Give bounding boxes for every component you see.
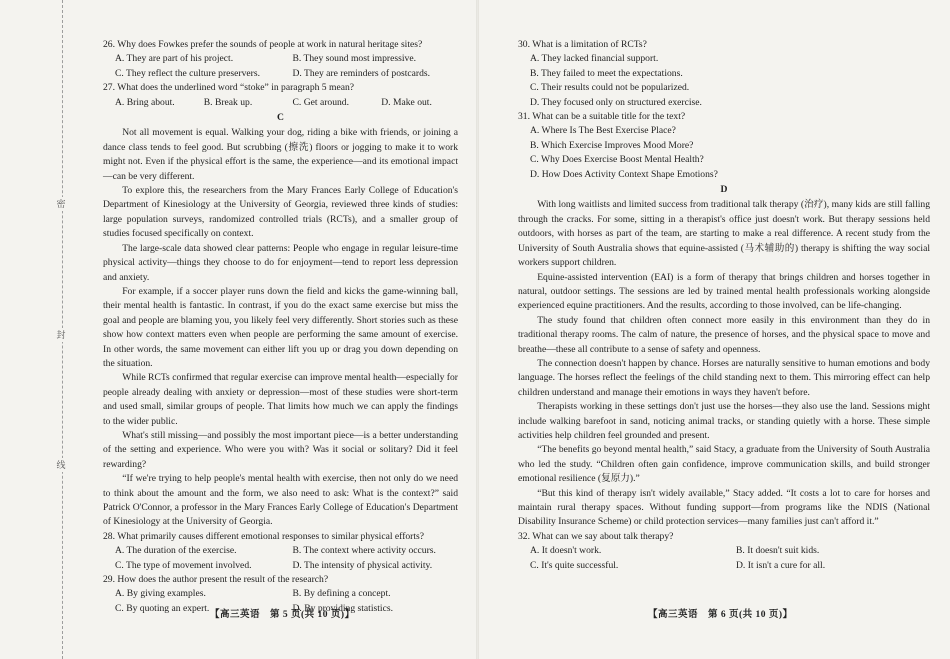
right-column [518, 38, 930, 573]
options [518, 52, 930, 110]
option-b: B. They failed to meet the expectations. [530, 67, 683, 79]
page-footer: 【高三英语 第 6 页(共 10 页)】 [648, 610, 793, 620]
paragraph: “The benefits go beyond mental health,” said Stacy, a graduate from the University of South Australia who led the study. “Children often gain confidence, improve communication skills, and build stronger emotional resilience (复原力).” [518, 444, 930, 485]
option-d: D. They focused only on structured exercise. [530, 96, 702, 108]
option-a: A. Where Is The Best Exercise Place? [530, 125, 676, 137]
options [103, 544, 458, 573]
option-c: C. Why Does Exercise Boost Mental Health? [530, 154, 704, 166]
option-a: A. They are part of his project. [115, 53, 234, 65]
question-text: 32. What can we say about talk therapy? [518, 530, 674, 542]
option-d: D. How Does Activity Context Shape Emotions? [530, 168, 718, 180]
paragraph: Not all movement is equal. Walking your dog, riding a bike with friends, or joining a dance class tends to feel good. But scrubbing (擦洗) floors or jogging to make it to work might not. Even if the physical effort is the same, the experience—and its emotional impact—can be very different. [103, 127, 458, 182]
option-c: C. The type of movement involved. [115, 559, 252, 571]
option-c: C. By quoting an expert. [115, 602, 210, 614]
binding-mark-2: 封 [50, 328, 72, 342]
option-d: D. They are reminders of postcards. [292, 67, 431, 79]
question-26 [103, 38, 458, 81]
question-text: 26. Why does Fowkes prefer the sounds of people at work in natural heritage sites? [103, 39, 423, 50]
question-30 [518, 38, 930, 110]
option-d: D. By providing statistics. [292, 602, 393, 614]
option-c: C. Get around. [292, 96, 349, 108]
question-31 [518, 110, 930, 182]
question-text: 28. What primarily causes different emotional responses to similar physical efforts? [103, 530, 425, 542]
option-b: B. By defining a concept. [292, 588, 391, 600]
option-d: D. Make out. [381, 96, 432, 108]
left-column [103, 38, 458, 616]
paragraph: With long waitlists and limited success from traditional talk therapy (治疗), many kids are still falling through the cracks. For some, sitting in a therapist's office just doesn't work. But therapy sessions held outdoors, with horses as part of the team, are starting to make a real difference. A recent study from the University of South Australia shows that equine-assisted (马术辅助的) therapy is shifting the way social workers support children. [518, 199, 930, 269]
section-heading-c: C [277, 112, 284, 124]
option-d: D. The intensity of physical activity. [292, 559, 433, 571]
paragraph: Therapists working in these settings don't just use the horses—they also use the land. Sessions might include walking barefoot in sand, noticing animal tracks, or standing quietly with a horse. These simple activities help children feel grounded and present. [518, 401, 930, 441]
option-a: A. By giving examples. [115, 588, 206, 600]
option-b: B. It doesn't suit kids. [736, 545, 820, 557]
question-28 [103, 530, 458, 573]
paragraph: What's still missing—and possibly the most important piece—is a better understanding of the setting and experience. Who were you with? Was it social or solitary? Did it feel rewarding? [103, 429, 458, 470]
option-c: C. It's quite successful. [530, 559, 619, 571]
question-32 [518, 530, 930, 573]
option-d: D. It isn't a cure for all. [736, 559, 826, 571]
option-b: B. Which Exercise Improves Mood More? [530, 139, 694, 151]
paragraph: “But this kind of therapy isn't widely available,” Stacy added. “It costs a lot to care for horses and maintain rural therapy spaces. Without funding support—from programs like the NDIS (National Disability Insurance Scheme) or child protection services—many families just can't afford it.” [518, 487, 930, 528]
question-27 [103, 81, 458, 110]
right-page [478, 0, 950, 659]
paragraph: To explore this, the researchers from the Mary Frances Early College of Education's Department of Kinesiology at the University of Georgia, reviewed three kinds of studies: large population surveys, randomized controlled trials (RCTs), and a smaller group of studies focused specifically on context. [103, 185, 458, 240]
options [103, 52, 458, 81]
option-b: B. Break up. [203, 96, 253, 108]
option-c: C. They reflect the culture preservers. [115, 67, 260, 79]
paragraph: For example, if a soccer player runs down the field and kicks the game-winning ball, their mental health is fantastic. In contrast, if you do the exact same exercise but miss the goal and people are blaming you, you likely feel very differently. Short stories such as these show how context matters even when people are performing the same amount of exercise. In other words, the same movement can either lift you up or drag you down depending on the situation. [103, 285, 458, 369]
option-a: A. They lacked financial support. [530, 53, 659, 65]
question-text: 31. What can be a suitable title for the text? [518, 111, 686, 123]
question-text: 29. How does the author present the result of the research? [103, 574, 329, 586]
section-heading-d: D [720, 184, 728, 196]
option-c: C. Their results could not be popularized. [530, 82, 690, 94]
paragraph: The connection doesn't happen by chance. Horses are naturally sensitive to human emotions and body language. The horses reflect the feelings of the child standing next to them. This mirroring effect can help children understand and manage their emotions in ways they haven't before. [518, 357, 930, 398]
option-a: A. The duration of the exercise. [115, 545, 237, 557]
paragraph: While RCTs confirmed that regular exercise can improve mental health—especially for people already dealing with anxiety or depression—most of these studies were short-term and used small, similar groups of people. That limits how much we can apply the findings to the wider public. [103, 372, 458, 427]
paragraph: Equine-assisted intervention (EAI) is a form of therapy that brings children and horses together in natural, outdoor settings. The sessions are led by trained mental health professionals working alongside experienced equine practitioners. And the results, according to those involved, can be life-changing. [518, 271, 930, 312]
options [103, 96, 458, 110]
option-a: A. It doesn't work. [530, 545, 602, 557]
question-text: 27. What does the underlined word “stoke” in paragraph 5 mean? [103, 82, 355, 94]
paragraph: “If we're trying to help people's mental health with exercise, then not only do we need to think about the amount and the form, we also need to ask: What is the context?” said Patrick O'Connor, a professor in the Mary Frances Early College of Education's Department of Kinesiology at the University of Georgia. [103, 473, 458, 528]
question-text: 30. What is a limitation of RCTs? [518, 39, 647, 50]
binding-mark-1: 密 [50, 197, 72, 211]
page-footer: 【高三英语 第 5 页(共 10 页)】 [210, 610, 355, 620]
option-b: B. They sound most impressive. [292, 53, 416, 65]
paragraph: The large-scale data showed clear patterns: People who engage in regular leisure-time physical activity—things they choose to do for enjoyment—tend to report less depression and anxiety. [103, 242, 458, 283]
binding-mark-3: 线 [50, 458, 72, 472]
option-a: A. Bring about. [115, 96, 175, 108]
paragraph: The study found that children often connect more easily in this environment than they do in traditional therapy rooms. The calm of nature, the presence of horses, and the physical space to move and breathe—these all contribute to a sense of safety and openness. [518, 314, 930, 355]
option-b: B. The context where activity occurs. [292, 545, 436, 557]
options [518, 544, 930, 573]
options [518, 124, 930, 182]
